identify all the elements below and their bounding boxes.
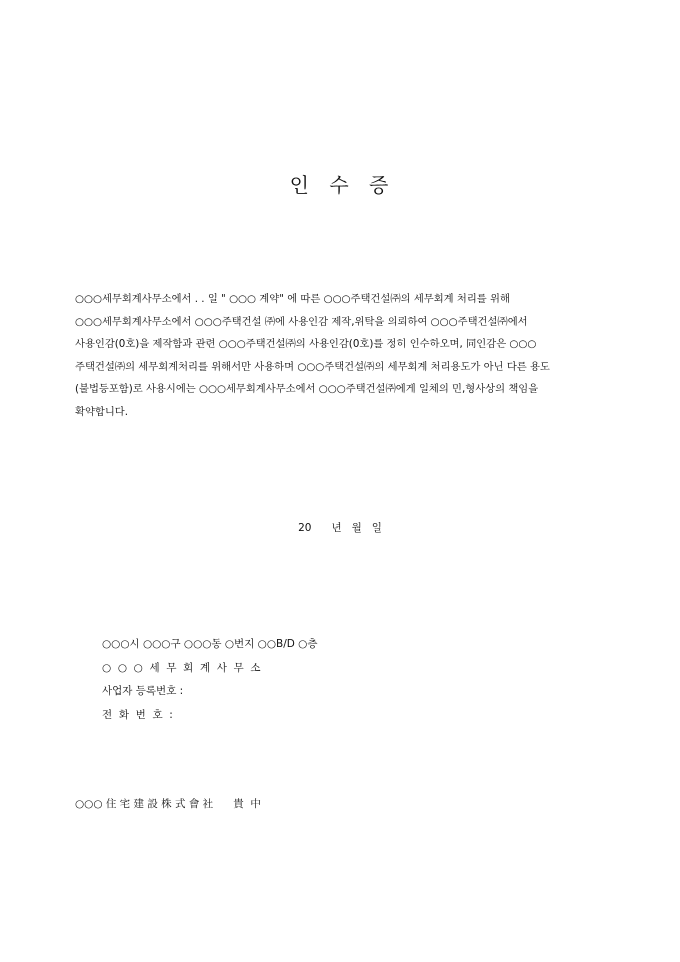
body-line: 사용인감(0호)을 제작함과 관련 ○○○주택건설㈜의 사용인감(0호)를 정히 인수하오며, 同인감은 ○○○ bbox=[75, 338, 537, 351]
document-body bbox=[75, 288, 613, 424]
sender-address: ○○○시 ○○○구 ○○○동 ○번지 ○○B/D ○층 bbox=[102, 638, 318, 650]
business-registration-label: 사업자 등록번호 : bbox=[102, 685, 184, 697]
recipient-line: ○○○ 住 宅 建 設 株 式 會 社 貴 中 bbox=[75, 798, 261, 810]
date-line: 20 년 월 일 bbox=[298, 522, 382, 534]
sender-office-name: ○ ○ ○ 세 무 회 계 사 무 소 bbox=[102, 661, 261, 674]
body-line: ○○○세무회계사무소에서 ○○○주택건설 ㈜에 사용인감 제작,위탁을 의뢰하여 ○○○주택건설㈜에서 bbox=[75, 315, 528, 328]
body-line: 확약합니다. bbox=[75, 405, 129, 418]
document-title: 인 수 증 bbox=[289, 173, 391, 197]
body-line: 주택건설㈜의 세무회계처리를 위해서만 사용하며 ○○○주택건설㈜의 세무회계 처리용도가 아닌 다른 용도 bbox=[75, 360, 550, 373]
sender-block bbox=[102, 633, 317, 727]
body-line: ○○○세무회계사무소에서 . . 일 " ○○○ 계약" 에 따른 ○○○주택건설㈜의 세무회계 처리를 위해 bbox=[75, 293, 510, 305]
body-line: (불법등포함)로 사용시에는 ○○○세무회계사무소에서 ○○○주택건설㈜에게 일체의 민,형사상의 책임을 bbox=[75, 383, 539, 396]
phone-label: 전 화 번 호 : bbox=[102, 708, 173, 721]
